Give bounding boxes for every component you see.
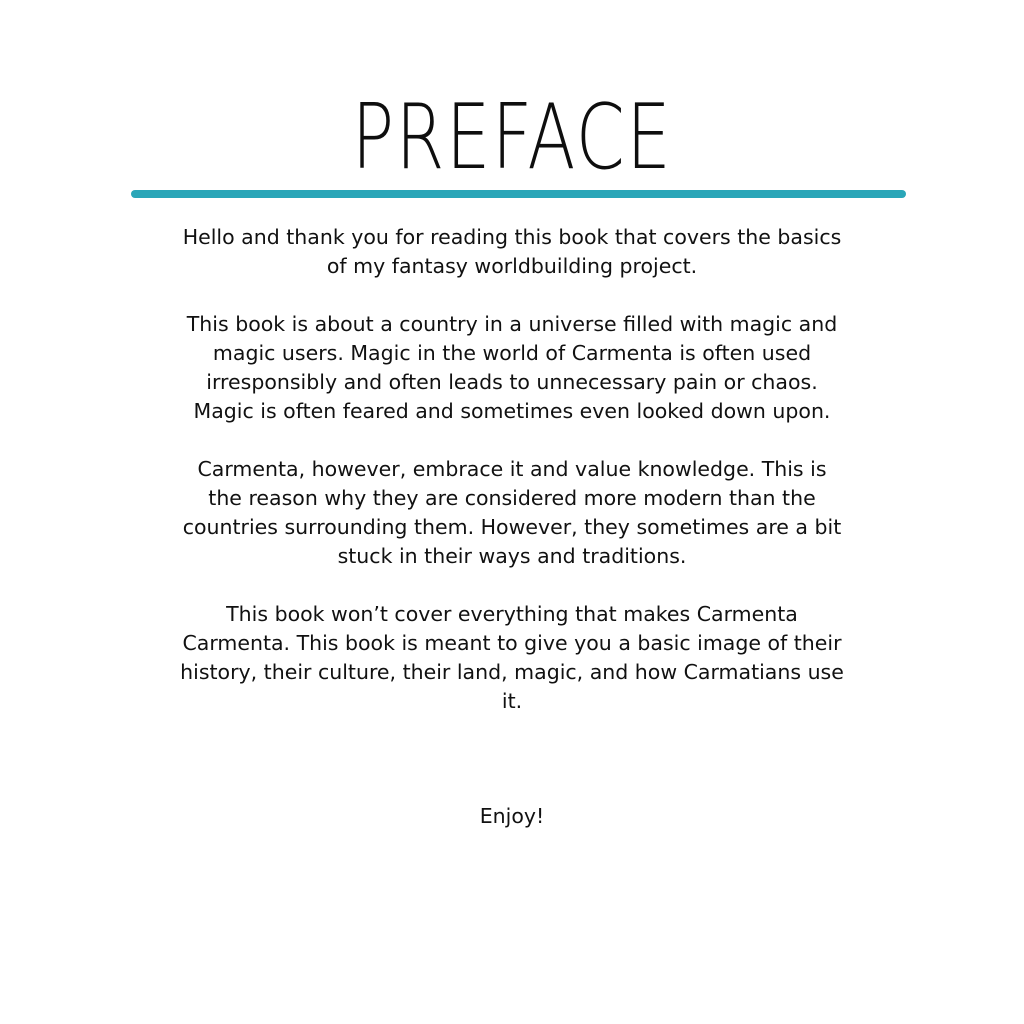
page-title: PREFACE [351,85,673,190]
title-underline [131,190,906,198]
closing-line: Enjoy! [479,804,545,828]
preface-body [180,223,844,745]
paragraph-scope: This book won’t cover everything that makes Carmenta Carmenta. This book is meant to give you a basic image of their history, their culture, their land, magic, and how Carmatians use it. [180,602,844,713]
paragraph-magic: This book is about a country in a universe filled with magic and magic users. Magic in the world of Carmenta is often used irresponsibly and often leads to unnecessary pain or chaos. Magic is often feared and sometimes even looked down upon. [186,312,838,423]
paragraph-carmenta: Carmenta, however, embrace it and value knowledge. This is the reason why they are considered more modern than the countries surrounding them. However, they sometimes are a bit stuck in their ways and traditions. [182,457,842,568]
paragraph-intro: Hello and thank you for reading this book that covers the basics of my fantasy worldbuilding project. [182,225,842,278]
